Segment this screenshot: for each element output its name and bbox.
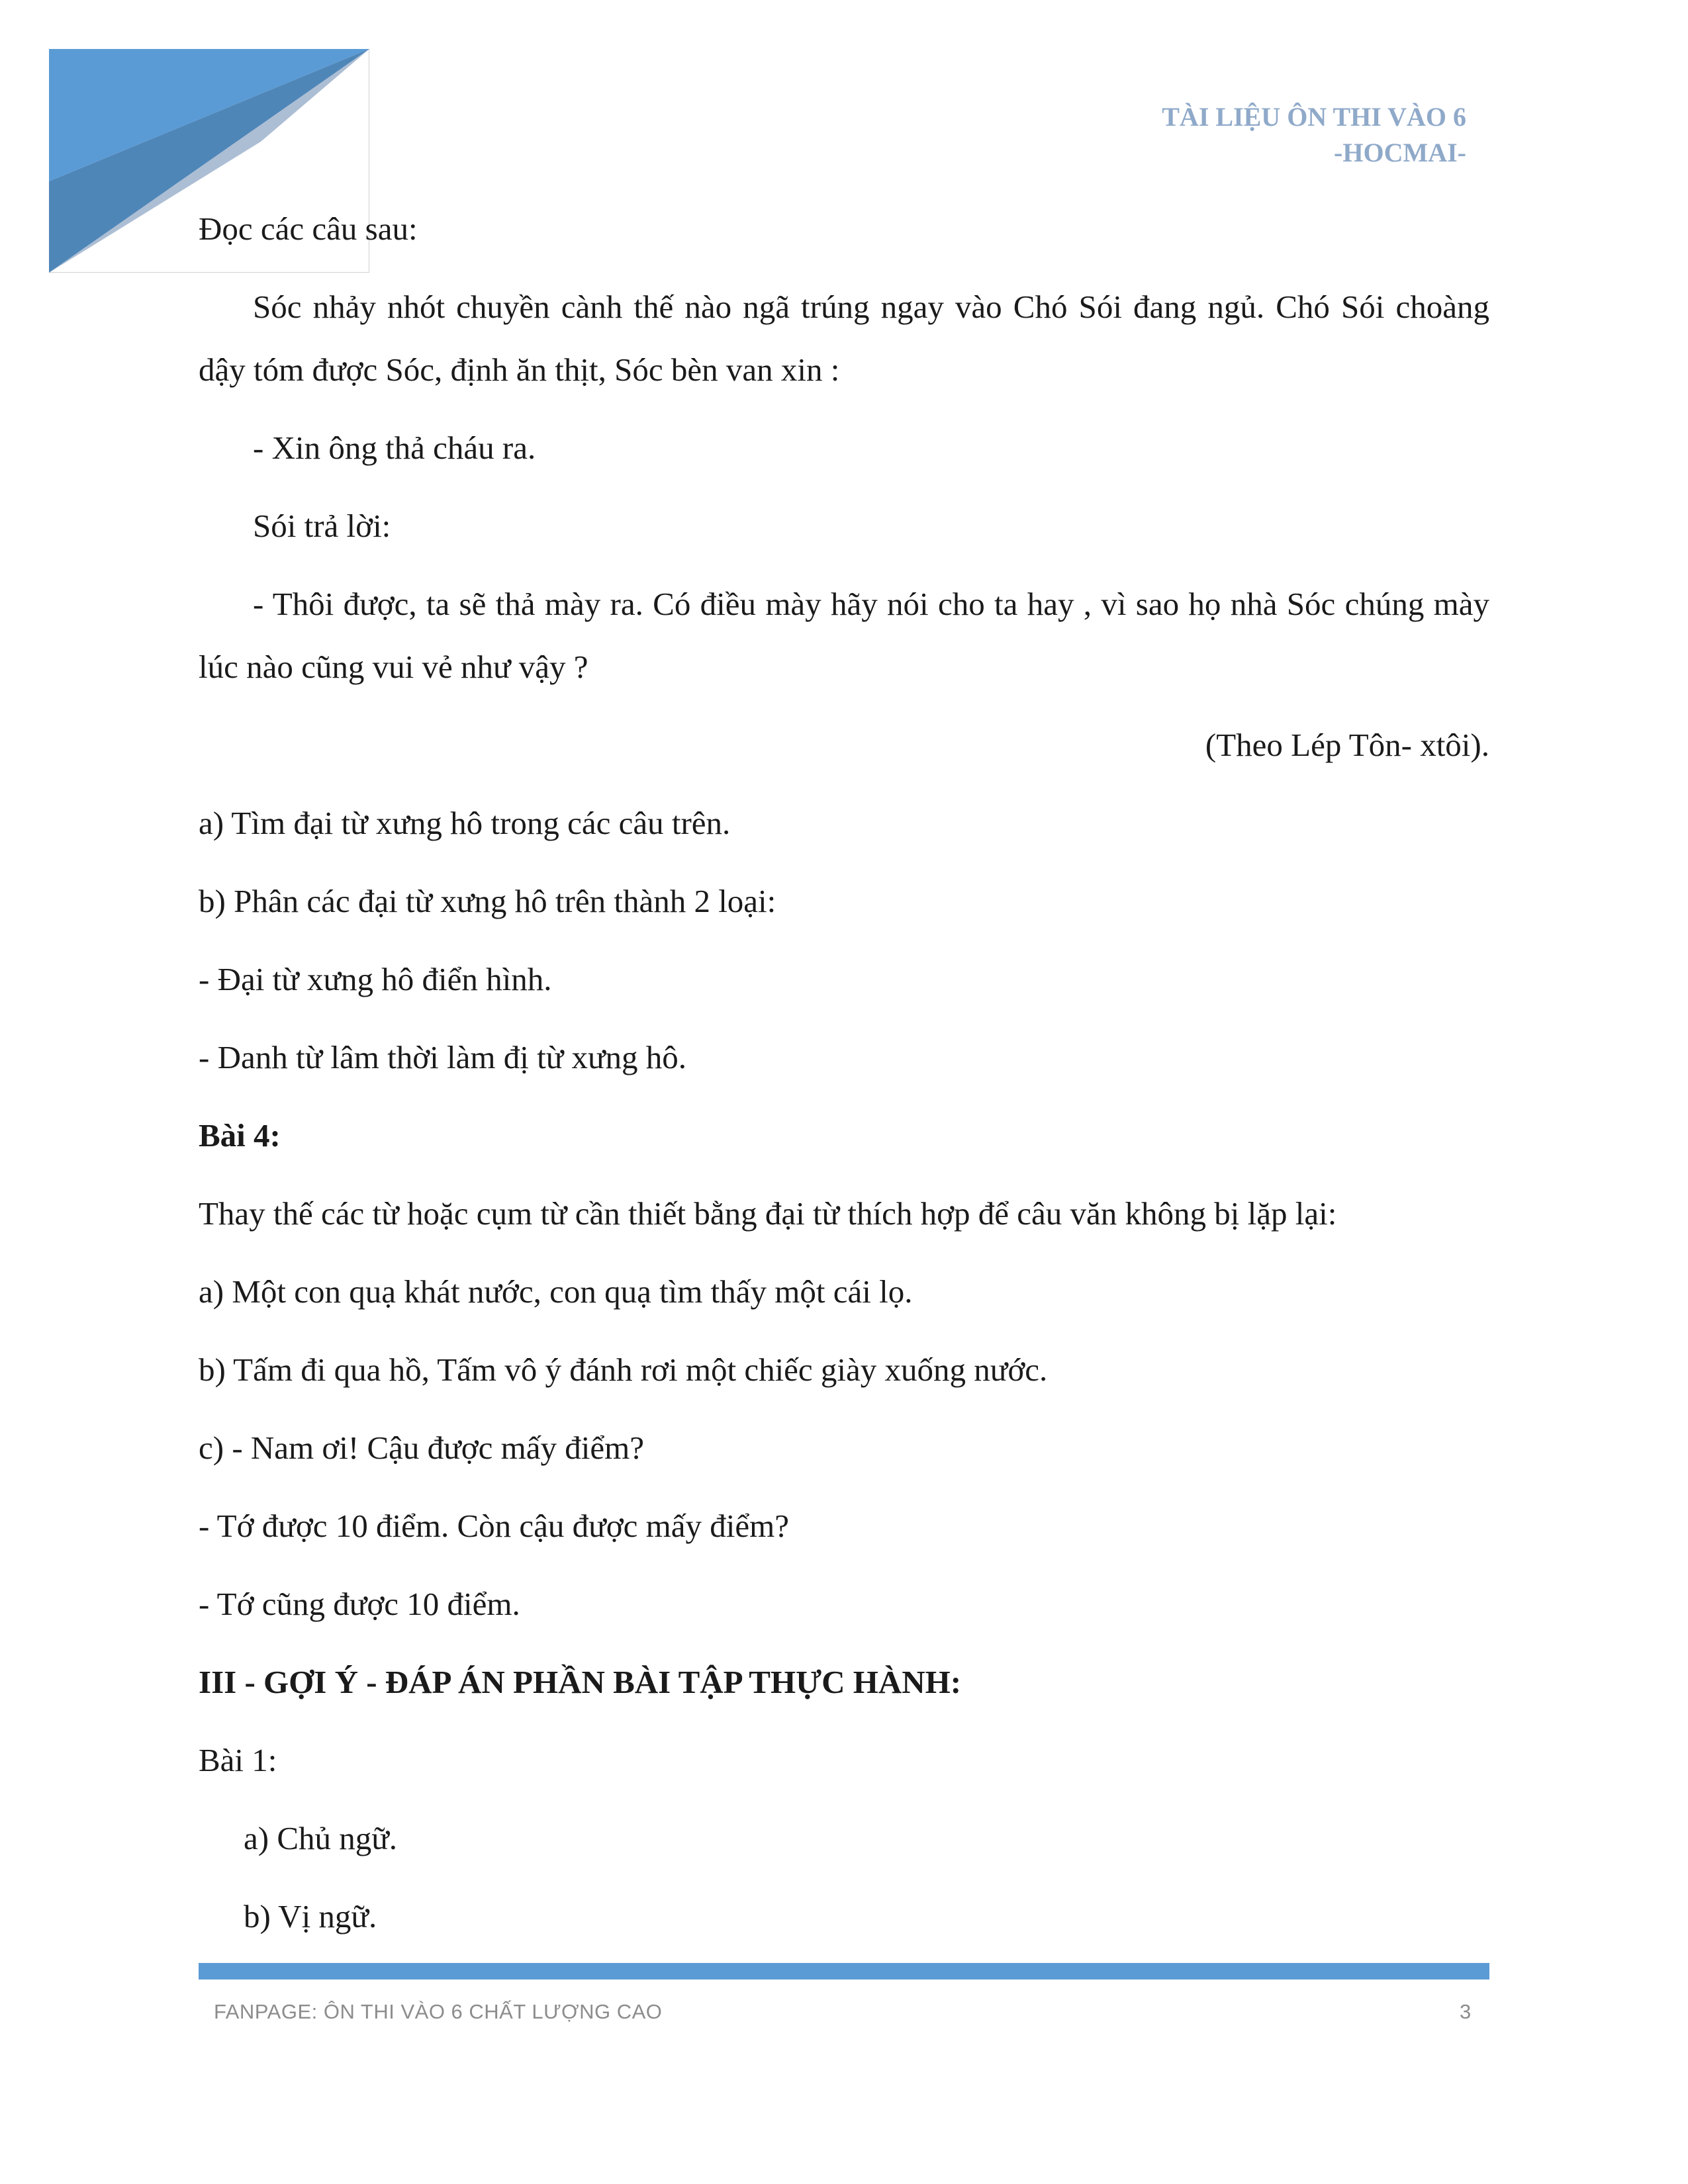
story-paragraph-2: - Xin ông thả cháu ra. <box>253 430 536 466</box>
intro-text: Đọc các câu sau: <box>199 210 418 247</box>
story-paragraph-1: Sóc nhảy nhót chuyền cành thế nào ngã trúng ngay vào Chó Sói đang ngủ. Chó Sói choàng dậy tóm được Sóc, định ăn thịt, Sóc bèn van xin : <box>199 289 1489 388</box>
bai1-answer-a: a) Chủ ngữ. <box>244 1820 398 1856</box>
bai4-item-c-line2: - Tớ được 10 điểm. Còn cậu được mấy điểm? <box>199 1508 789 1544</box>
bai1-answer-b: b) Vị ngữ. <box>244 1898 377 1934</box>
page-number: 3 <box>1460 2000 1472 2023</box>
bai4-prompt: Thay thế các từ hoặc cụm từ cần thiết bằng đại từ thích hợp để câu văn không bị lặp lại: <box>199 1195 1337 1232</box>
question-b: b) Phân các đại từ xưng hô trên thành 2 loại: <box>199 883 776 919</box>
bai1-label: Bài 1: <box>199 1742 277 1778</box>
bai4-item-c-line3: - Tớ cũng được 10 điểm. <box>199 1586 520 1622</box>
document-body <box>199 197 1489 1948</box>
story-paragraph-3: Sói trả lời: <box>253 508 391 544</box>
header-title <box>1162 99 1466 171</box>
bai4-item-a: a) Một con quạ khát nước, con quạ tìm thấy một cái lọ. <box>199 1273 913 1310</box>
header-title-line1: TÀI LIỆU ÔN THI VÀO 6 <box>1162 102 1466 132</box>
header-title-line2: -HOCMAI- <box>1334 138 1466 167</box>
bai4-item-b: b) Tấm đi qua hồ, Tấm vô ý đánh rơi một chiếc giày xuống nước. <box>199 1351 1048 1388</box>
footer-divider-bar <box>199 1963 1489 1979</box>
citation: (Theo Lép Tôn- xtôi). <box>1205 727 1489 763</box>
bai4-heading: Bài 4: <box>199 1117 281 1154</box>
question-b-item-1: - Đại từ xưng hô điển hình. <box>199 961 552 997</box>
story-paragraph-4: - Thôi được, ta sẽ thả mày ra. Có điều mày hãy nói cho ta hay , vì sao họ nhà Sóc chúng mày lúc nào cũng vui vẻ như vậy ? <box>199 586 1489 685</box>
question-b-item-2: - Danh từ lâm thời làm đị từ xưng hô. <box>199 1039 687 1075</box>
question-a: a) Tìm đại từ xưng hô trong các câu trên. <box>199 805 731 841</box>
footer-fanpage-text: FANPAGE: ÔN THI VÀO 6 CHẤT LƯỢNG CAO <box>214 2000 663 2023</box>
bai4-item-c: c) - Nam ơi! Cậu được mấy điểm? <box>199 1430 644 1466</box>
section-3-heading: III - GỢI Ý - ĐÁP ÁN PHẦN BÀI TẬP THỰC HÀNH: <box>199 1664 962 1700</box>
